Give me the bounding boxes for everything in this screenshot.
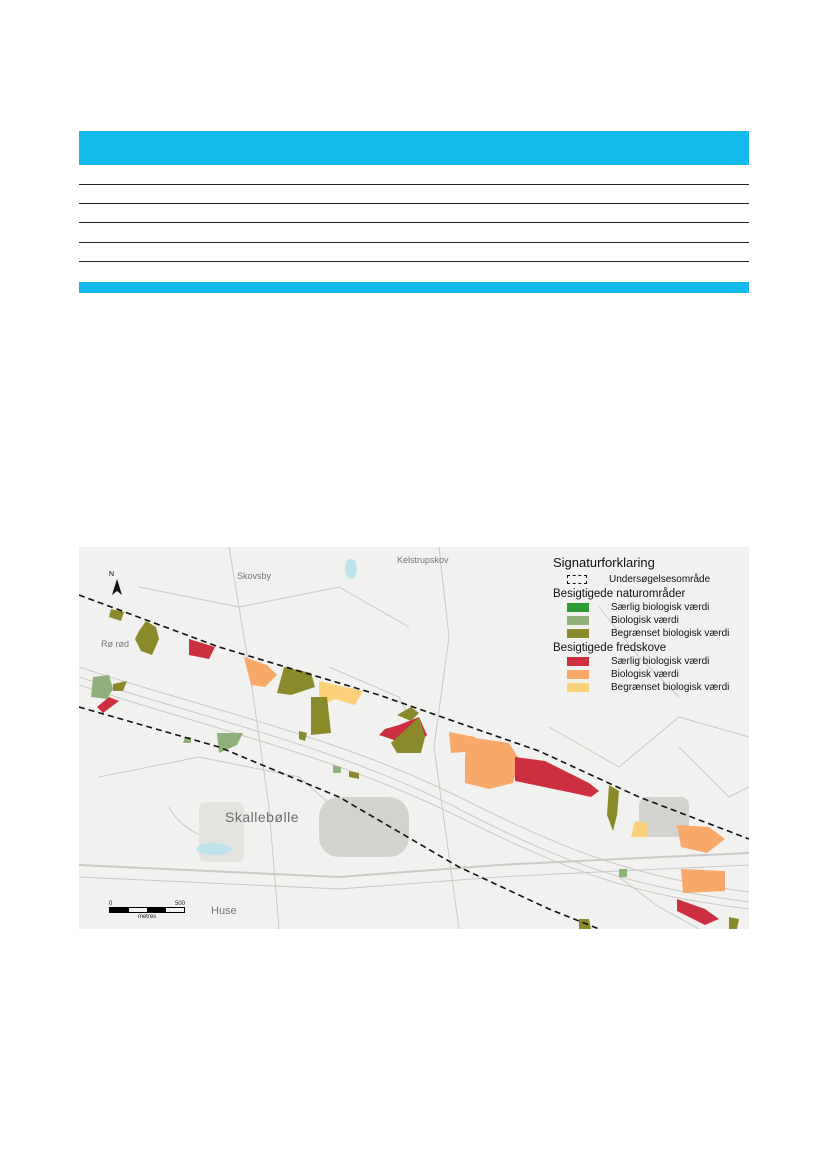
map-figure [79,547,749,929]
area-limited-nature [299,731,307,741]
swatch-icon [567,629,589,638]
place-name-skallebolle: Skallebølle [225,809,299,825]
area-special-forest [189,639,215,659]
area-biological-forest [677,825,725,853]
swatch-icon [567,683,589,692]
legend-item [553,614,749,627]
legend-title: Signaturforklaring [553,555,655,570]
legend-item-label: Begrænset biologisk værdi [611,628,730,639]
table-row-rule [79,222,749,223]
area-biological-forest [244,657,277,687]
legend-item [553,601,749,614]
legend-item-label: Biologisk værdi [611,615,679,626]
scale-unit-label: metres [137,914,157,920]
place-name-skovsby: Skovsby [237,571,272,581]
area-limited-nature [349,771,359,779]
legend-item-label: Særlig biologisk værdi [611,602,710,613]
area-special-forest [97,697,119,713]
area-limited-forest [631,821,647,837]
area-limited-nature [607,785,619,831]
legend-item-label: Biologisk værdi [611,669,679,680]
legend-item-label: Begrænset biologisk værdi [611,682,730,693]
swatch-icon [567,657,589,666]
area-limited-nature [729,917,739,929]
scale-end-label: 500 [174,901,185,907]
swatch-icon [567,616,589,625]
legend-group-title: Besigtigede naturområder [553,588,686,600]
legend-item [553,681,749,694]
table-row-rule [79,203,749,204]
area-limited-nature [135,621,159,655]
table-footer-bar [79,282,749,293]
area-biological-nature [333,765,341,773]
area-special-forest [677,899,719,925]
table-row-rule [79,184,749,185]
legend-item [553,668,749,681]
dashed-box-icon [567,575,587,584]
legend-item-label: Undersøgelsesområde [609,574,711,585]
swatch-icon [567,603,589,612]
scale-bar [109,901,185,920]
place-name-kelstrupskov: Kelstrupskov [397,555,449,565]
north-arrow [109,571,125,597]
table-header-bar [79,131,749,165]
place-name-huse: Huse [211,905,237,917]
area-biological-forest [681,869,725,893]
scale-start-label: 0 [109,901,113,907]
area-limited-nature [311,697,331,735]
area-special-forest [515,757,599,797]
area-limited-nature [113,681,127,691]
area-biological-nature [217,733,243,753]
table-row-rule [79,242,749,243]
area-limited-nature [277,667,315,695]
legend-item [553,655,749,668]
table-row-rule [79,261,749,262]
legend-item-study-area [553,573,749,586]
map-legend [553,555,749,694]
swatch-icon [567,670,589,679]
north-label: N [109,571,115,578]
legend-item-label: Særlig biologisk værdi [611,656,710,667]
north-arrow-icon [109,575,125,597]
area-biological-nature [619,869,627,877]
legend-item [553,627,749,640]
area-biological-forest [465,737,519,789]
legend-group-title: Besigtigede fredskove [553,642,667,654]
scale-bar-graphic [109,907,185,913]
place-name-roerod: Rø rød [101,639,129,649]
